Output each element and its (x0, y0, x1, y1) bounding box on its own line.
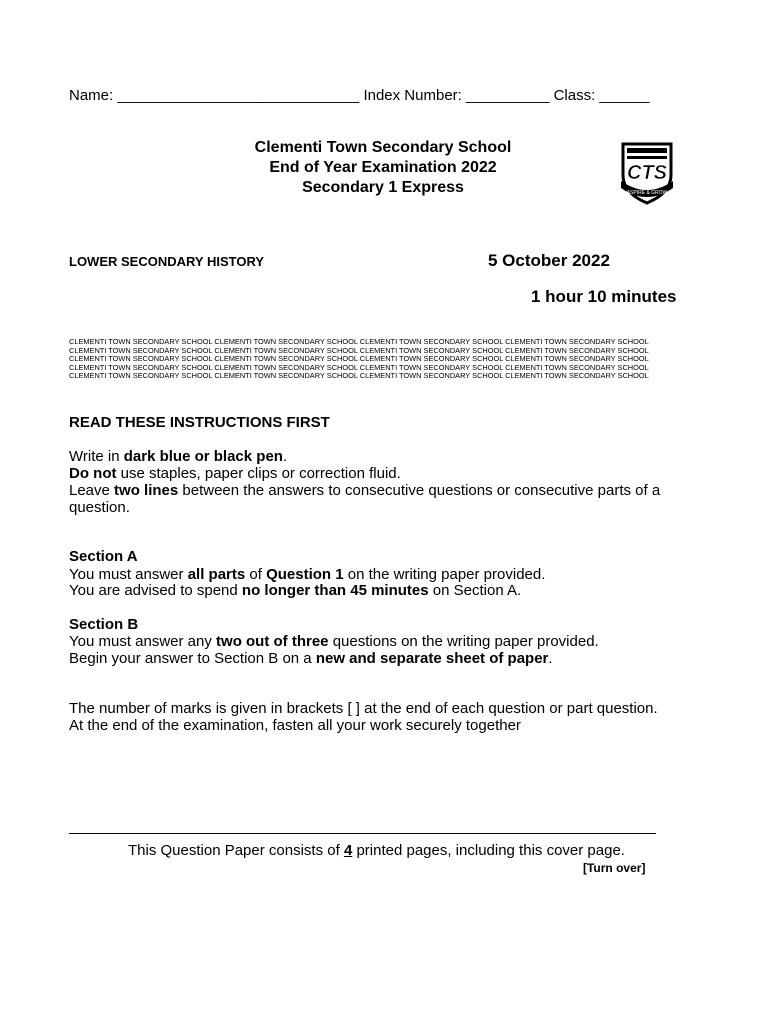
watermark-line: CLEMENTI TOWN SECONDARY SCHOOL CLEMENTI TOWN SECONDARY SCHOOL CLEMENTI TOWN SECONDARY SCHOOL CLEMENTI TOWN SECONDARY SCHOOL (69, 354, 649, 364)
page-count-note: This Question Paper consists of 4 printed pages, including this cover page. (128, 842, 625, 859)
student-details-line: Name: _____________________________ Index Number: __________ Class: ______ (69, 87, 650, 104)
marks-note: The number of marks is given in brackets [ ] at the end of each question or part question. (69, 700, 658, 717)
instruction-two-lines: Leave two lines between the answers to consecutive questions or consecutive parts of a question. (69, 482, 661, 516)
exam-date: 5 October 2022 (488, 251, 610, 270)
watermark-line: CLEMENTI TOWN SECONDARY SCHOOL CLEMENTI TOWN SECONDARY SCHOOL CLEMENTI TOWN SECONDARY SCHOOL CLEMENTI TOWN SECONDARY SCHOOL (69, 362, 649, 372)
fasten-note: At the end of the examination, fasten all your work securely together (69, 717, 521, 734)
section-b-heading: Section B (69, 616, 139, 633)
section-a-instruction-2: You are advised to spend no longer than 45 minutes on Section A. (69, 582, 522, 599)
exam-level: Secondary 1 Express (302, 179, 464, 196)
school-name-watermark-band (69, 338, 649, 381)
section-a-heading: Section A (69, 548, 138, 565)
section-b-instruction-2: Begin your answer to Section B on a new and separate sheet of paper. (69, 650, 553, 667)
section-b-instruction-1: You must answer any two out of three questions on the writing paper provided. (69, 633, 599, 650)
exam-duration: 1 hour 10 minutes (531, 287, 677, 306)
logo-motto: ASPIRE & GROW (626, 190, 668, 196)
exam-title: End of Year Examination 2022 (269, 159, 497, 176)
school-crest-logo (617, 141, 677, 207)
instruction-pen: Write in dark blue or black pen. (69, 448, 288, 465)
logo-letters: CTS (627, 162, 667, 184)
watermark-line: CLEMENTI TOWN SECONDARY SCHOOL CLEMENTI TOWN SECONDARY SCHOOL CLEMENTI TOWN SECONDARY SCHOOL CLEMENTI TOWN SECONDARY SCHOOL (69, 371, 649, 381)
turn-over-note: [Turn over] (583, 861, 646, 875)
watermark-line: CLEMENTI TOWN SECONDARY SCHOOL CLEMENTI TOWN SECONDARY SCHOOL CLEMENTI TOWN SECONDARY SCHOOL CLEMENTI TOWN SECONDARY SCHOOL (69, 337, 649, 346)
instructions-heading: READ THESE INSTRUCTIONS FIRST (69, 414, 330, 431)
school-name: Clementi Town Secondary School (254, 139, 512, 156)
footer-divider (69, 833, 656, 834)
subject-title: LOWER SECONDARY HISTORY (69, 254, 265, 269)
watermark-line: CLEMENTI TOWN SECONDARY SCHOOL CLEMENTI TOWN SECONDARY SCHOOL CLEMENTI TOWN SECONDARY SCHOOL CLEMENTI TOWN SECONDARY SCHOOL (69, 345, 649, 355)
section-a-instruction-1: You must answer all parts of Question 1 on the writing paper provided. (69, 566, 546, 583)
instruction-no-staples: Do not use staples, paper clips or correction fluid. (69, 465, 401, 482)
